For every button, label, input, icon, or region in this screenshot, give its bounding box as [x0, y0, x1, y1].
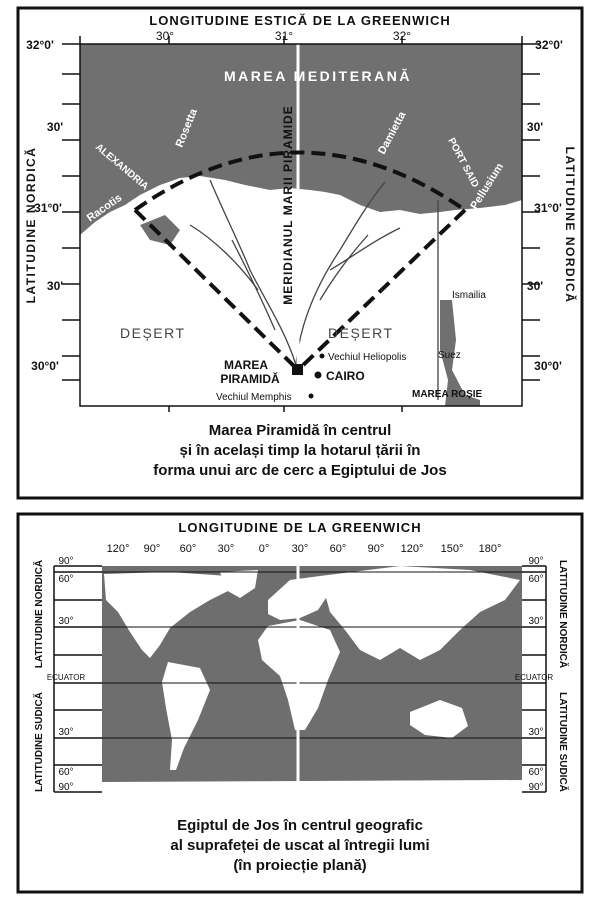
- lon-tick-w30: 30°: [217, 543, 235, 555]
- label-red-sea: MAREA ROȘIE: [412, 389, 483, 400]
- panel1-top-header: LONGITUDINE ESTICĂ DE LA GREENWICH: [149, 13, 451, 28]
- lon-tick-e120: 120°: [400, 543, 424, 555]
- lat-left-31-30: 30': [46, 120, 64, 134]
- label-rosetta: Rosetta: [173, 107, 200, 150]
- lon-tick-32: 32°: [392, 29, 412, 43]
- label-port-said: PORT SAID: [445, 136, 481, 190]
- lon-tick-31: 31°: [274, 29, 294, 43]
- label-cairo: CAIRO: [326, 369, 365, 383]
- label-suez: Suez: [438, 350, 461, 361]
- panel2-top-header: LONGITUDINE DE LA GREENWICH: [178, 520, 422, 535]
- lat-left-31: 31°0': [34, 201, 62, 215]
- p2-left-north-title: LATITUDINE NORDICĂ: [34, 559, 45, 669]
- panel1-caption-line1: Marea Piramidă în centrul: [208, 422, 392, 439]
- p2-lat-left-30s: 30°: [58, 727, 74, 738]
- panel1-caption: [30, 421, 570, 481]
- label-pyramid-2: PIRAMIDĂ: [220, 372, 280, 386]
- label-ismailia: Ismailia: [452, 290, 486, 301]
- lat-right-30-30: 30': [526, 279, 544, 293]
- p2-lat-left-60n: 60°: [58, 574, 74, 585]
- lon-tick-e150: 150°: [440, 543, 464, 555]
- panel2-caption: [30, 816, 570, 876]
- label-memphis: Vechiul Memphis: [216, 392, 292, 403]
- panel1-caption-line2: și în același timp la hotarul țării în: [179, 442, 421, 459]
- lon-tick-0: 0°: [258, 543, 270, 555]
- label-damietta: Damietta: [376, 109, 409, 157]
- p2-lat-right-60n: 60°: [528, 574, 544, 585]
- label-heliopolis: Vechiul Heliopolis: [328, 352, 407, 363]
- great-pyramid-marker: [292, 364, 303, 375]
- p2-lat-left-30n: 30°: [58, 616, 74, 627]
- lat-right-31-30: 30': [526, 120, 544, 134]
- p2-right-south-title: LATITUDINE SUDICĂ: [557, 692, 568, 792]
- p2-left-south-title: LATITUDINE SUDICĂ: [34, 692, 45, 792]
- lon-tick-e60: 60°: [329, 543, 347, 555]
- label-pyramid-1: MAREA: [224, 358, 268, 372]
- panel2-caption-line3: (în proiecție plană): [233, 857, 367, 874]
- lon-tick-e30: 30°: [291, 543, 309, 555]
- lon-tick-w120: 120°: [106, 543, 130, 555]
- lat-left-30-30: 30': [46, 279, 64, 293]
- lat-left-32: 32°0': [26, 38, 54, 52]
- lat-right-30: 30°0': [534, 359, 562, 373]
- panel1-right-axis-title: LATITUDINE NORDICĂ: [563, 146, 577, 304]
- lon-tick-e90: 90°: [367, 543, 385, 555]
- cairo-marker: [315, 372, 322, 379]
- panel2-caption-line2: al suprafeței de uscat al întregii lumi: [170, 837, 430, 854]
- p2-lat-right-equator: ECUATOR: [514, 673, 554, 682]
- p2-lat-right-60s: 60°: [528, 767, 544, 778]
- lon-tick-e180: 180°: [478, 543, 502, 555]
- p2-right-north-title: LATITUDINE NORDICĂ: [557, 559, 568, 669]
- sea-label: MAREA MEDITERANĂ: [223, 68, 413, 84]
- world-map: [102, 566, 522, 792]
- label-racotis: Racotis: [84, 191, 125, 225]
- antarctica: [102, 780, 522, 792]
- meridian-label: MERIDIANUL MARII PIRAMIDE: [281, 105, 295, 305]
- p2-lat-left-90n: 90°: [58, 556, 74, 567]
- label-desert-right: DEȘERT: [328, 325, 394, 341]
- panel2-caption-line1: Egiptul de Jos în centrul geografic: [177, 817, 423, 834]
- label-desert-left: DEȘERT: [120, 325, 186, 341]
- lon-tick-30: 30°: [155, 29, 175, 43]
- lon-tick-w90: 90°: [143, 543, 161, 555]
- p2-lat-right-90s: 90°: [528, 782, 544, 793]
- panel1-left-axis-title: LATITUDINE NORDICĂ: [24, 146, 38, 304]
- p2-lat-left-equator: ECUATOR: [46, 673, 86, 682]
- lat-left-30: 30°0': [31, 359, 59, 373]
- label-alexandria: ALEXANDRIA: [93, 141, 151, 193]
- panel1-caption-line3: forma unui arc de cerc a Egiptului de Jos: [153, 462, 447, 479]
- lat-right-31: 31°0': [534, 201, 562, 215]
- p2-lat-left-90s: 90°: [58, 782, 74, 793]
- label-pellusium: Pellusium: [468, 161, 507, 212]
- lat-right-32: 32°0': [535, 38, 563, 52]
- p2-lat-right-90n: 90°: [528, 556, 544, 567]
- p2-lat-right-30s: 30°: [528, 727, 544, 738]
- heliopolis-marker: [320, 354, 325, 359]
- p2-lat-left-60s: 60°: [58, 767, 74, 778]
- lon-tick-w60: 60°: [179, 543, 197, 555]
- memphis-marker: [309, 394, 314, 399]
- p2-lat-right-30n: 30°: [528, 616, 544, 627]
